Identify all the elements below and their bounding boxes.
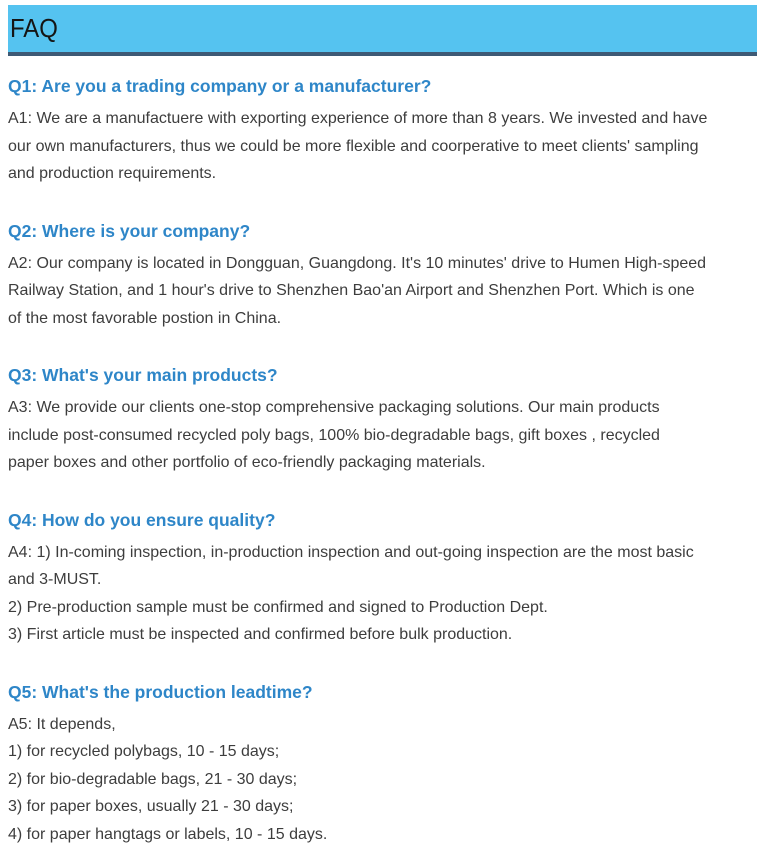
faq-answer: [8, 539, 757, 649]
faq-section: [8, 365, 757, 477]
faq-question: Q4: How do you ensure quality?: [8, 509, 276, 530]
faq-question: Q2: Where is your company?: [8, 220, 251, 241]
faq-answer-line: 4) for paper hangtags or labels, 10 - 15 days.: [8, 825, 328, 843]
faq-answer-line: A5: It depends,: [8, 715, 116, 733]
page-title: FAQ: [10, 13, 58, 43]
faq-answer-line: and 3-MUST.: [8, 571, 102, 588]
faq-answer-line: include post-consumed recycled poly bags, 100% bio-degradable bags, gift boxes , recycled: [8, 426, 660, 444]
faq-answer-line: of the most favorable postion in China.: [8, 309, 282, 327]
faq-header: [8, 5, 757, 56]
faq-answer-line: A1: We are a manufactuere with exporting experience of more than 8 years. We invested and have: [8, 110, 708, 127]
faq-answer-line: 2) for bio-degradable bags, 21 - 30 days;: [8, 770, 298, 788]
faq-question: Q5: What's the production leadtime?: [8, 681, 313, 702]
faq-section: [8, 682, 757, 849]
faq-answer-line: 3) for paper boxes, usually 21 - 30 days;: [8, 798, 294, 815]
faq-answer-line: A2: Our company is located in Dongguan, Guangdong. It's 10 minutes' drive to Humen High-speed: [8, 254, 707, 272]
faq-section: [8, 510, 757, 649]
faq-answer-line: A3: We provide our clients one-stop comprehensive packaging solutions. Our main products: [8, 399, 660, 416]
faq-answer-line: A4: 1) In-coming inspection, in-production inspection and out-going inspection are the most basic: [8, 543, 694, 561]
faq-answer: [8, 394, 757, 477]
faq-answer-line: Railway Station, and 1 hour's drive to Shenzhen Bao'an Airport and Shenzhen Port. Which is one: [8, 282, 695, 299]
faq-answer-line: 1) for recycled polybags, 10 - 15 days;: [8, 743, 280, 760]
faq-section: [8, 76, 757, 188]
faq-answer: [8, 105, 757, 188]
faq-question: Q3: What's your main products?: [8, 365, 278, 385]
faq-question: Q1: Are you a trading company or a manufacturer?: [8, 76, 432, 96]
faq-answer-line: and production requirements.: [8, 165, 217, 182]
faq-section: [8, 221, 757, 333]
faq-answer: [8, 250, 757, 333]
faq-answer-line: 3) First article must be inspected and confirmed before bulk production.: [8, 626, 513, 643]
faq-answer-line: our own manufacturers, thus we could be more flexible and coorperative to meet clients' sampling: [8, 137, 699, 155]
faq-answer-line: paper boxes and other portfolio of eco-friendly packaging materials.: [8, 454, 486, 471]
faq-answer-line: 2) Pre-production sample must be confirmed and signed to Production Dept.: [8, 598, 548, 616]
faq-answer: [8, 711, 757, 849]
faq-list: [8, 76, 757, 848]
